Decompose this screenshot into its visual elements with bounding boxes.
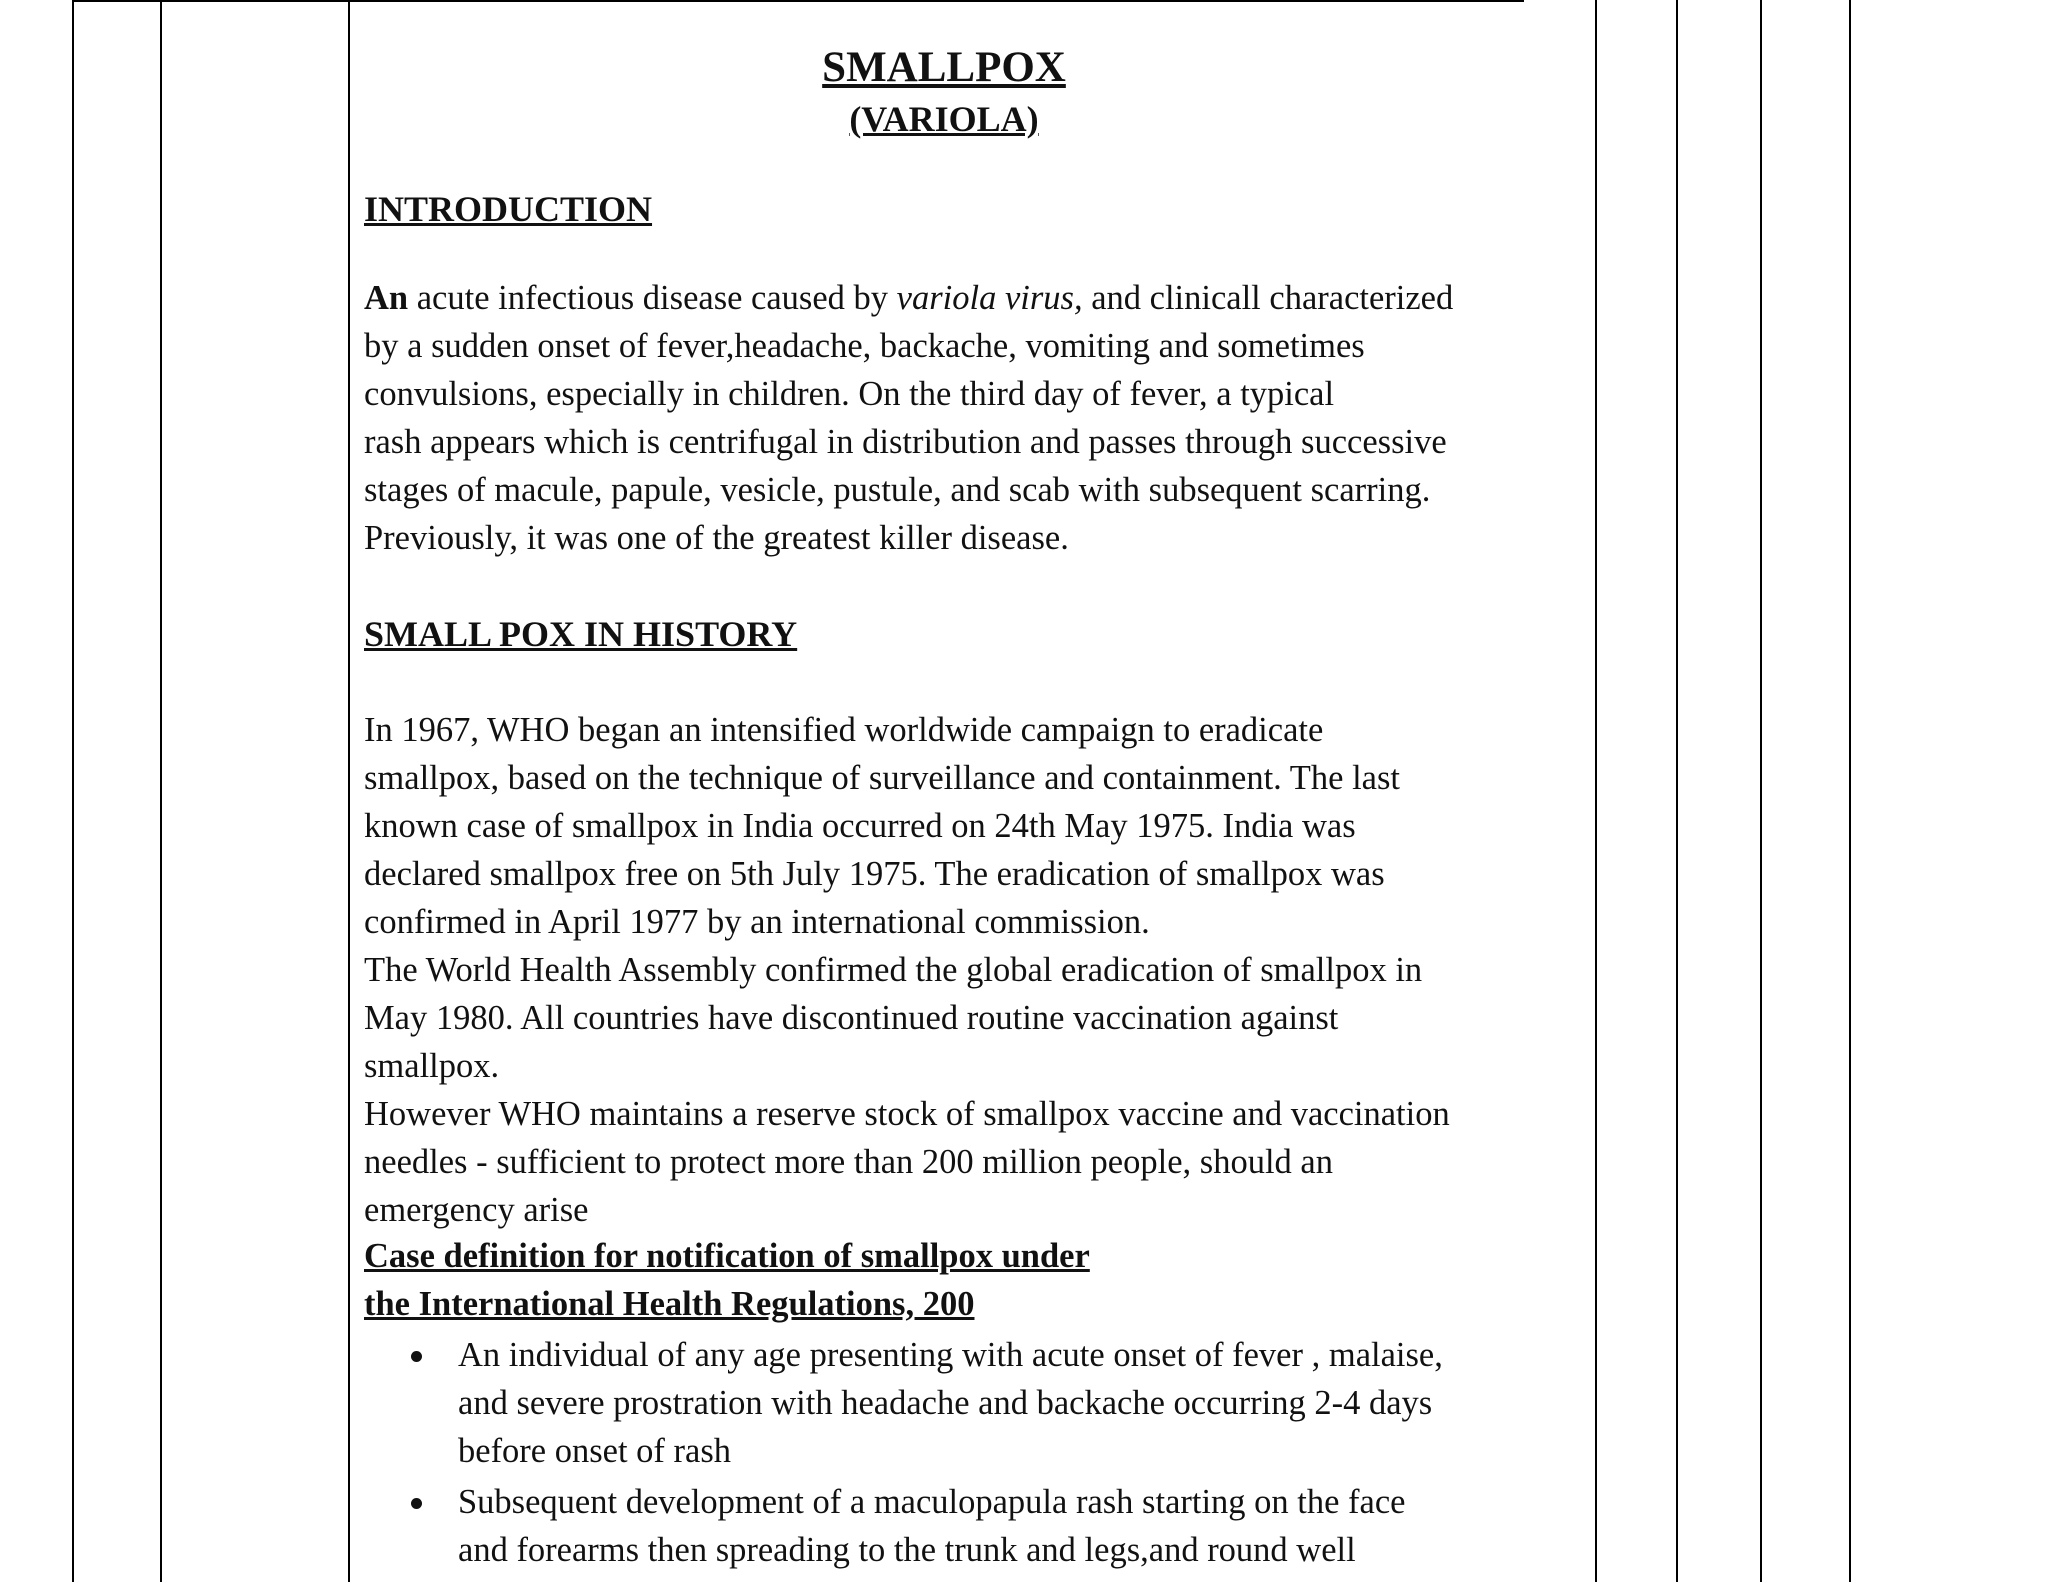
- introduction-line-1: [364, 274, 1524, 322]
- introduction-paragraph: [364, 274, 1524, 562]
- frame-line-2: [160, 0, 162, 1582]
- history-line: confirmed in April 1977 by an international commission.: [364, 903, 1150, 941]
- history-line: The World Health Assembly confirmed the global eradication of smallpox in: [364, 951, 1423, 989]
- document-title: SMALLPOX: [822, 44, 1066, 91]
- history-paragraph: [364, 706, 1524, 1234]
- history-line: known case of smallpox in India occurred on 24th May 1975. India was: [364, 807, 1356, 845]
- frame-line-5: [1676, 0, 1678, 1582]
- frame-line-6: [1760, 0, 1762, 1582]
- pathogen-name: variola virus,: [896, 279, 1083, 317]
- introduction-line: Previously, it was one of the greatest killer disease.: [364, 519, 1069, 557]
- case-definition-heading: [364, 1232, 1090, 1328]
- history-line: declared smallpox free on 5th July 1975. The eradication of smallpox was: [364, 855, 1385, 893]
- history-line: emergency arise: [364, 1191, 589, 1229]
- introduction-text-part: acute infectious disease caused by: [408, 279, 897, 317]
- history-line: smallpox.: [364, 1047, 500, 1085]
- list-item-line: and severe prostration with headache and backache occurring 2-4 days: [458, 1384, 1433, 1422]
- case-definition-list: [364, 1331, 1524, 1577]
- list-item: [364, 1478, 1524, 1574]
- introduction-line: rash appears which is centrifugal in distribution and passes through successive: [364, 423, 1447, 461]
- frame-line-4: [1595, 0, 1597, 1582]
- document-content: [364, 0, 1524, 1582]
- introduction-text-part: and clinicall characterized: [1082, 279, 1454, 317]
- document-subtitle: (VARIOLA): [849, 99, 1039, 139]
- frame-line-7: [1849, 0, 1851, 1582]
- introduction-line: convulsions, especially in children. On the third day of fever, a typical: [364, 375, 1335, 413]
- introduction-line: stages of macule, papule, vesicle, pustule, and scab with subsequent scarring.: [364, 471, 1431, 509]
- case-definition-heading-line-2: the International Health Regulations, 200: [364, 1285, 975, 1323]
- history-line: In 1967, WHO began an intensified worldwide campaign to eradicate: [364, 711, 1324, 749]
- bullet-icon: [411, 1498, 422, 1509]
- frame-line-3: [348, 0, 350, 1582]
- history-line: May 1980. All countries have discontinued routine vaccination against: [364, 999, 1339, 1037]
- bullet-icon: [411, 1351, 422, 1362]
- list-item-line: before onset of rash: [458, 1432, 732, 1470]
- history-line: smallpox, based on the technique of surveillance and containment. The last: [364, 759, 1400, 797]
- frame-line-1: [72, 0, 74, 1582]
- history-heading: SMALL POX IN HISTORY: [364, 614, 798, 654]
- introduction-heading: INTRODUCTION: [364, 189, 653, 229]
- list-item-line: An individual of any age presenting with acute onset of fever , malaise,: [458, 1336, 1443, 1374]
- history-line: needles - sufficient to protect more than 200 million people, should an: [364, 1143, 1333, 1181]
- history-line: However WHO maintains a reserve stock of smallpox vaccine and vaccination: [364, 1095, 1450, 1133]
- list-item-line: and forearms then spreading to the trunk and legs,and round well: [458, 1531, 1356, 1569]
- introduction-lead-word: An: [364, 279, 409, 317]
- case-definition-heading-line-1: Case definition for notification of smallpox under: [364, 1237, 1090, 1275]
- list-item: [364, 1331, 1524, 1475]
- list-item-line: Subsequent development of a maculopapula rash starting on the face: [458, 1483, 1406, 1521]
- introduction-line: by a sudden onset of fever,headache, backache, vomiting and sometimes: [364, 327, 1365, 365]
